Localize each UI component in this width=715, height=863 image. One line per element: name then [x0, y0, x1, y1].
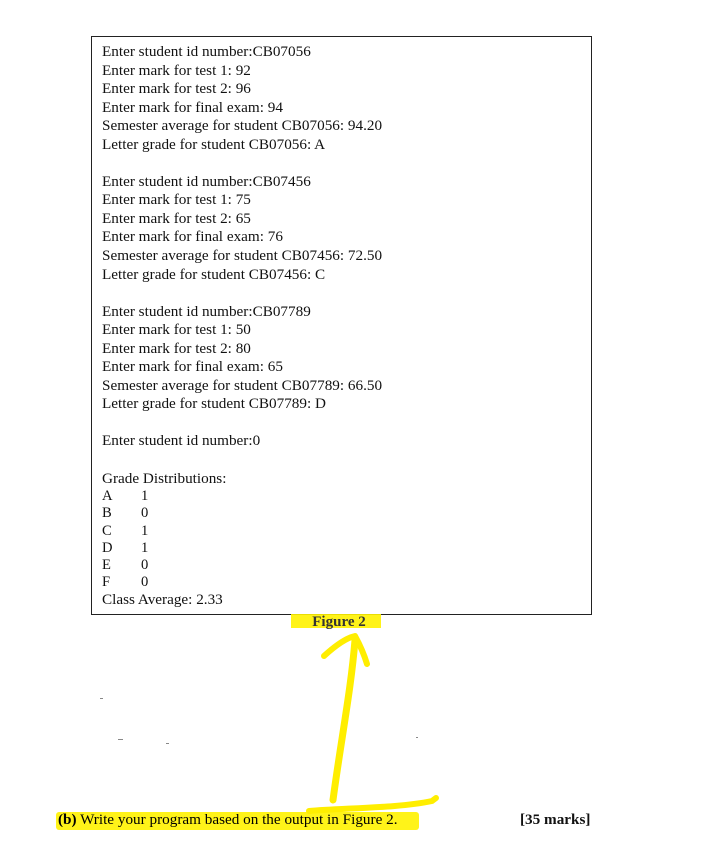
letter-grade: Letter grade for student CB07056: A: [102, 135, 326, 153]
blank-line: [102, 414, 382, 433]
semester-average: Semester average for student CB07056: 94.20: [102, 117, 383, 135]
blank-line: [102, 284, 382, 303]
test1-prompt: Enter mark for test 1: 92: [102, 61, 251, 79]
student-id-prompt: Enter student id number:CB07789: [102, 302, 311, 320]
final-prompt: Enter mark for final exam: 76: [102, 228, 283, 246]
grade-count: 1: [141, 522, 149, 539]
grade-letter: C: [102, 522, 112, 539]
letter-grade: Letter grade for student CB07456: C: [102, 265, 326, 283]
test2-prompt: Enter mark for test 2: 80: [102, 339, 251, 357]
grade-letter: D: [102, 539, 113, 556]
scan-speck: [118, 739, 123, 740]
semester-average: Semester average for student CB07789: 66.50: [102, 376, 383, 394]
semester-average: Semester average for student CB07456: 72.50: [102, 247, 383, 265]
question-text: [58, 809, 398, 831]
test1-prompt: Enter mark for test 1: 50: [102, 321, 251, 339]
test1-prompt: Enter mark for test 1: 75: [102, 191, 251, 209]
student-id-prompt: Enter student id number:CB07056: [102, 43, 311, 60]
question-body: Write your program based on the output in Figure 2.: [76, 811, 398, 828]
student-id-prompt: Enter student id number:CB07456: [102, 172, 311, 190]
blank-line: [102, 154, 382, 173]
exit-prompt: Enter student id number:0: [102, 432, 261, 450]
distribution-row: [102, 557, 382, 574]
grade-letter: A: [102, 488, 113, 505]
question-part-label: (b): [58, 811, 77, 828]
scan-speck: [100, 698, 103, 699]
grade-count: 0: [141, 505, 149, 522]
final-prompt: Enter mark for final exam: 94: [102, 98, 283, 116]
letter-grade: Letter grade for student CB07789: D: [102, 395, 326, 413]
distribution-row: [102, 574, 382, 591]
scan-speck: [416, 737, 418, 738]
grade-count: 0: [141, 556, 149, 573]
blank-line: [102, 451, 382, 470]
grade-count: 1: [141, 488, 149, 505]
output-lines: [102, 43, 382, 609]
grade-letter: B: [102, 505, 112, 522]
test2-prompt: Enter mark for test 2: 96: [102, 80, 251, 98]
test2-prompt: Enter mark for test 2: 65: [102, 209, 251, 227]
grade-letter: E: [102, 556, 111, 573]
scan-speck: [166, 743, 169, 744]
final-prompt: Enter mark for final exam: 65: [102, 358, 283, 376]
distribution-row: [102, 540, 382, 557]
distribution-title: Grade Distributions:: [102, 469, 227, 487]
distribution-row: [102, 523, 382, 540]
class-average: Class Average: 2.33: [102, 591, 223, 609]
figure-caption: Figure 2: [312, 614, 366, 630]
grade-count: 1: [141, 539, 149, 556]
marks-label: [35 marks]: [520, 811, 591, 828]
distribution-row: [102, 488, 382, 505]
grade-letter: F: [102, 574, 111, 591]
grade-count: 0: [141, 574, 149, 591]
figure-output-box: [91, 36, 592, 615]
distribution-row: [102, 505, 382, 522]
